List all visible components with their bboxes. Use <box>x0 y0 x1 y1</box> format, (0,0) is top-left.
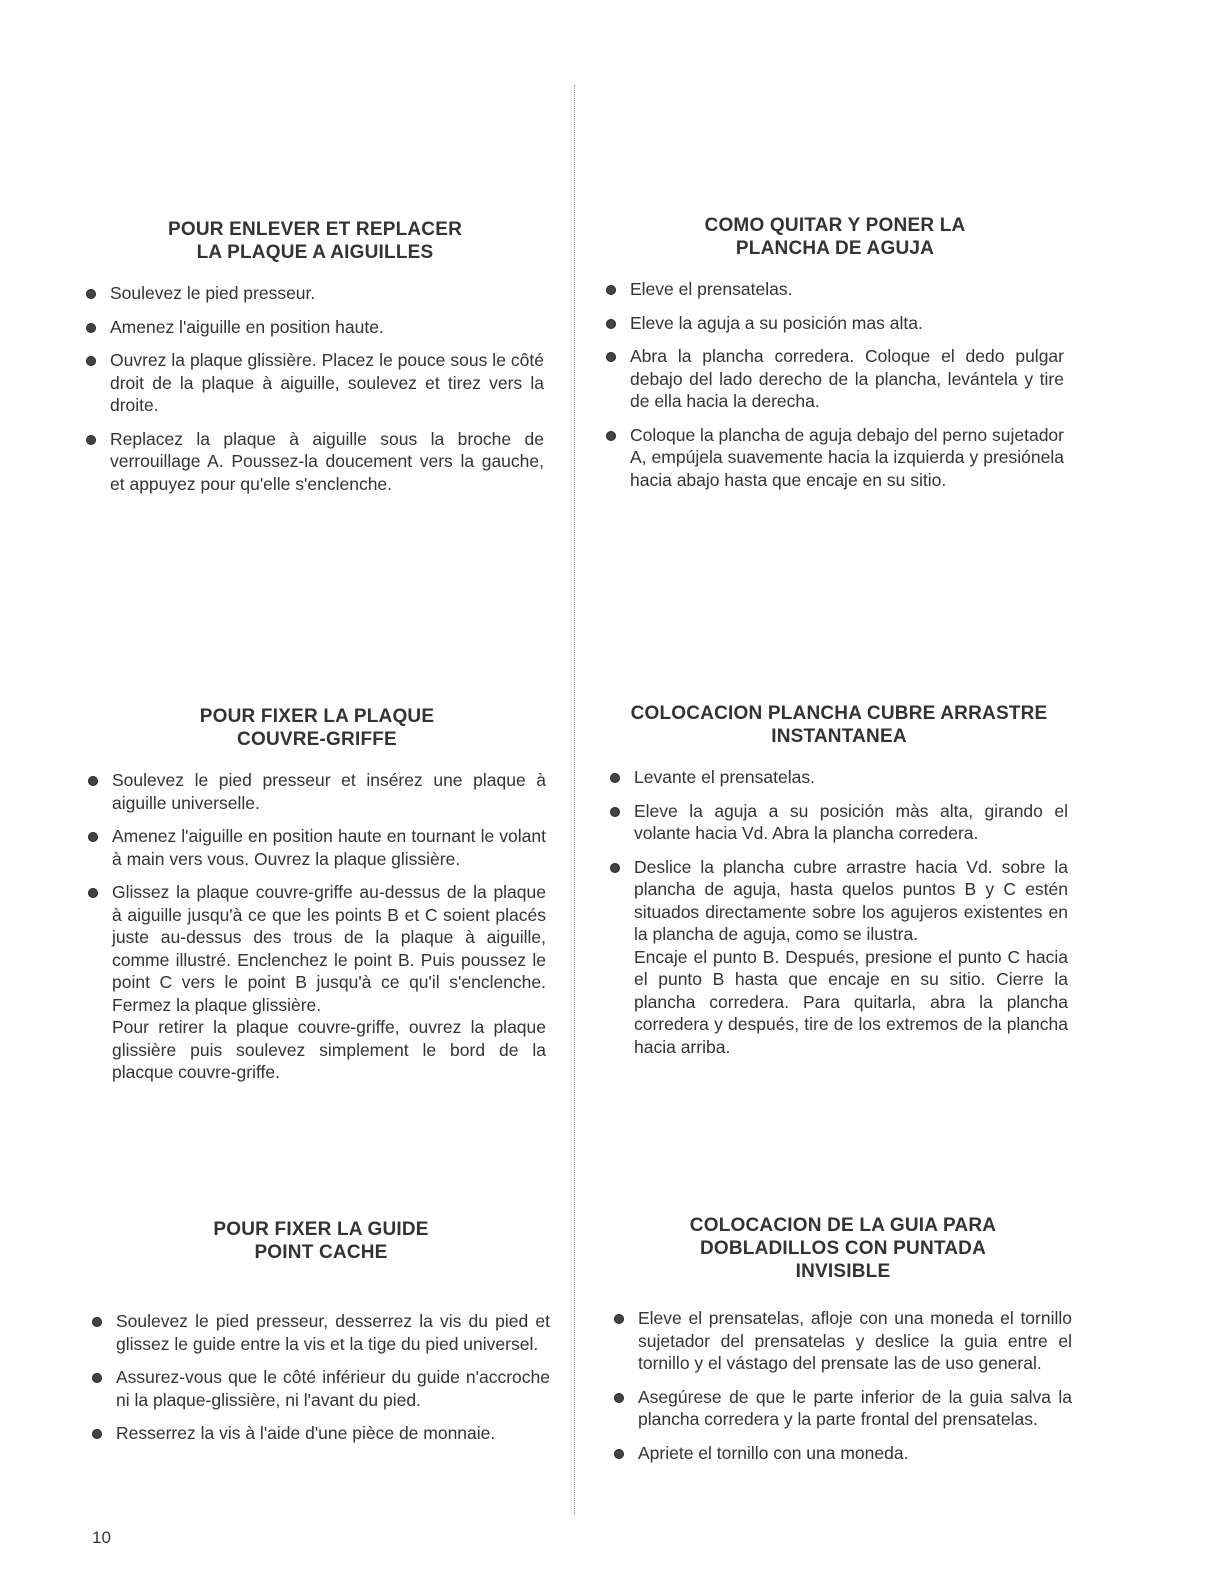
page-number: 10 <box>92 1528 111 1547</box>
section-title: POUR FIXER LA PLAQUE COUVRE-GRIFFE <box>199 706 435 750</box>
instruction-list <box>610 766 1068 1058</box>
bullet-icon <box>86 289 96 299</box>
section-cover-plate-fr <box>88 705 546 1095</box>
bullet-icon <box>92 1429 102 1439</box>
column-divider <box>574 85 575 1515</box>
section-title: COLOCACION DE LA GUIA PARA DOBLADILLOS CON PUNTADA INVISIBLE <box>689 1215 997 1282</box>
list-item: Glissez la plaque couvre-griffe au-dessus de la plaque à aiguille jusqu'à ce que les points B et C soient placés juste au-dessus des trous de la plaque à aiguille, comme illustré. Enclenchez le point B. Puis poussez le point C vers le point B jusqu'à ce qu'il s'enclenche. Fermez la plaque glissière. Pour retirer la plaque couvre-griffe, ouvrez la plaque glissière puis soulevez simplement le bord de la placque couvre-griffe. <box>88 881 546 1084</box>
list-item: Soulevez le pied presseur et insérez une plaque à aiguille universelle. <box>88 769 546 814</box>
bullet-icon <box>610 863 620 873</box>
section-blind-stitch-guide-es <box>614 1214 1072 1475</box>
bullet-icon <box>606 352 616 362</box>
list-item: Eleve la aguja a su posición màs alta, girando el volante hacia Vd. Abra la plancha corredera. <box>610 800 1068 845</box>
bullet-icon <box>606 431 616 441</box>
bullet-icon <box>88 888 98 898</box>
list-item: Assurez-vous que le côté inférieur du guide n'accroche ni la plaque-glissière, ni l'avant du pied. <box>92 1366 550 1411</box>
bullet-icon <box>614 1314 624 1324</box>
bullet-icon <box>610 807 620 817</box>
bullet-icon <box>86 435 96 445</box>
list-item: Replacez la plaque à aiguille sous la broche de verrouillage A. Poussez-la doucement vers la gauche, et appuyez pour qu'elle s'enclenche. <box>86 428 544 496</box>
instruction-list <box>88 769 546 1084</box>
bullet-icon <box>88 776 98 786</box>
list-item: Amenez l'aiguille en position haute en tournant le volant à main vers vous. Ouvrez la plaque glissière. <box>88 825 546 870</box>
bullet-icon <box>86 323 96 333</box>
instruction-list <box>614 1307 1072 1464</box>
instruction-list <box>606 278 1064 491</box>
list-item: Amenez l'aiguille en position haute. <box>86 316 544 339</box>
list-item: Resserrez la vis à l'aide d'une pièce de monnaie. <box>92 1422 550 1445</box>
section-cover-plate-es <box>610 702 1068 1069</box>
section-title: COLOCACION PLANCHA CUBRE ARRASTRE INSTANTANEA <box>630 703 1048 747</box>
bullet-icon <box>614 1449 624 1459</box>
bullet-icon <box>606 285 616 295</box>
section-title: COMO QUITAR Y PONER LA PLANCHA DE AGUJA <box>704 215 966 259</box>
bullet-icon <box>86 356 96 366</box>
section-remove-needle-plate-es <box>606 214 1064 502</box>
list-item: Asegúrese de que le parte inferior de la guia salva la plancha corredera y la parte frontal del prensatelas. <box>614 1386 1072 1431</box>
bullet-icon <box>92 1373 102 1383</box>
section-title: POUR ENLEVER ET REPLACER LA PLAQUE A AIGUILLES <box>167 219 463 263</box>
list-item: Coloque la plancha de aguja debajo del perno sujetador A, empújela suavemente hacia la izquierda y presiónela hacia abajo hasta que encaje en su sitio. <box>606 424 1064 492</box>
list-item: Eleve la aguja a su posición mas alta. <box>606 312 1064 335</box>
list-item: Ouvrez la plaque glissière. Placez le pouce sous le côté droit de la plaque à aiguille, soulevez et tirez vers la droite. <box>86 349 544 417</box>
list-item: Eleve el prensatelas. <box>606 278 1064 301</box>
bullet-icon <box>606 319 616 329</box>
list-item: Deslice la plancha cubre arrastre hacia Vd. sobre la plancha de aguja, hasta quelos puntos B y C estén situados directamente sobre los agujeros existentes en la plancha de aguja, como se ilustra. Encaje el punto B. Después, presione el punto C hacia el punto B hasta que encaje en su sitio. Cierre la plancha corredera. Para quitarla, abra la plancha corredera y después, tire de los extremos de la plancha hacia arriba. <box>610 856 1068 1059</box>
list-item: Eleve el prensatelas, afloje con una moneda el tornillo sujetador del prensatelas y deslice la guia entre el tornillo y el vástago del prensate las de uso general. <box>614 1307 1072 1375</box>
bullet-icon <box>92 1317 102 1327</box>
list-item: Abra la plancha corredera. Coloque el dedo pulgar debajo del lado derecho de la plancha, levántela y tire de ella hacia la derecha. <box>606 345 1064 413</box>
list-item: Apriete el tornillo con una moneda. <box>614 1442 1072 1465</box>
list-item: Soulevez le pied presseur, desserrez la vis du pied et glissez le guide entre la vis et la tige du pied universel. <box>92 1310 550 1355</box>
list-item: Soulevez le pied presseur. <box>86 282 544 305</box>
section-title: POUR FIXER LA GUIDE POINT CACHE <box>213 1219 429 1263</box>
bullet-icon <box>88 832 98 842</box>
bullet-icon <box>610 773 620 783</box>
section-blind-stitch-guide-fr <box>92 1218 550 1456</box>
section-remove-needle-plate-fr <box>86 218 544 506</box>
list-item: Levante el prensatelas. <box>610 766 1068 789</box>
instruction-list <box>92 1310 550 1445</box>
instruction-list <box>86 282 544 495</box>
bullet-icon <box>614 1393 624 1403</box>
